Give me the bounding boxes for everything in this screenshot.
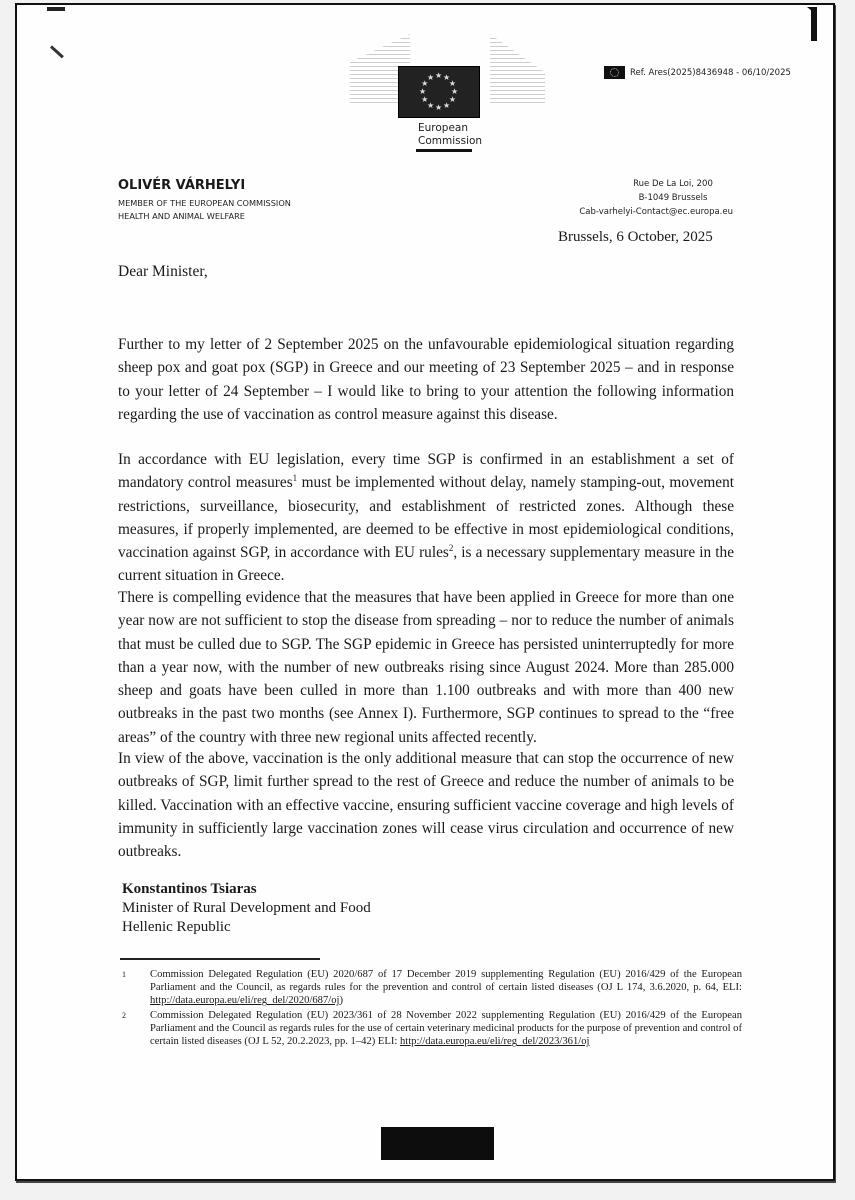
flag-star-icon: ★ [435,71,443,80]
european-commission-logo [350,30,550,150]
flag-star-icon: ★ [427,100,435,110]
scan-artifact [47,7,65,11]
eu-flag-icon [604,66,625,79]
flag-star-icon: ★ [448,79,457,88]
scan-artifact [50,45,64,58]
footnote-number: 1 [122,970,126,979]
body-paragraph-1: Further to my letter of 2 September 2025 on the unfavourable epidemiological situation regarding sheep pox and goat pox (SGP) in Greece and our meeting of 23 September 2025 – and in response to your letter of 24 September – I would like to bring to your attention the following information regarding the use of vaccination as control measure against this disease. [118,336,734,423]
body-paragraph-2 [118,448,734,588]
redacted-signature [381,1127,494,1160]
sender-name: OLIVÉR VÁRHELYI [118,178,246,193]
footnote-text-end: ) [339,995,343,1007]
body-paragraph-4: In view of the above, vaccination is the only additional measure that can stop the occurrence of new outbreaks of SGP, limit further spread to the rest of Greece and reduce the number of animals to be killed. Vaccination with an effective vaccine, ensuring sufficient vaccine coverage and high levels of immunity in sufficiently large vaccination zones will cease virus circulation and occurrence of new outbreaks. [118,750,734,861]
salutation: Dear Minister, [118,263,208,280]
address-city: B-1049 Brussels [638,193,708,203]
logo-line2: Commission [418,135,483,147]
recipient-block [122,880,371,937]
recipient-name: Konstantinos Tsiaras [122,881,257,897]
sender-title: MEMBER OF THE EUROPEAN COMMISSION [118,198,291,208]
logo-underline [416,149,472,152]
flag-star-icon: ★ [421,79,429,88]
address-street: Rue De La Loi, 200 [633,179,713,189]
reference-text: Ref. Ares(2025)8436948 - 06/10/2025 [630,67,791,78]
viewer-background [0,1185,855,1200]
flag-star-icon: ★ [448,95,457,104]
logo-line1: European [418,122,469,134]
footnote-1 [122,968,742,1008]
footnote-link[interactable]: http://data.europa.eu/eli/reg_del/2020/687/oj [150,995,340,1007]
scan-artifact [811,7,817,41]
paragraph-text: must be implemented without delay, namely stamping-out, movement restrictions, surveillance, biosecurity, and establishment of restricted zones. Although these measures, if properly implemented, are deemed to be effective in most epidemiological conditions, vaccination against SGP, in accordance with EU rules [118,474,734,562]
footnote-text: Commission Delegated Regulation (EU) 2020/687 of 17 December 2019 supplementing Regulation (EU) 2016/429 of the European Parliament and the Council, as regards rules for the prevention and control of certain listed diseases (OJ L 174, 3.6.2020, p. 64, ELI: [150,969,742,994]
footnote-text: Commission Delegated Regulation (EU) 2023/361 of 28 November 2022 supplementing Regulation (EU) 2016/429 of the European Parliament and the Council as regards rules for the use of certain veterinary medicinal products for the purpose of prevention and control of certain listed diseases (OJ L 52, 20.2.2023, pp. 1–42) ELI: [150,1010,742,1048]
flag-star-icon: ★ [443,100,451,110]
berlaymont-building-icon [490,34,545,104]
logo-text [418,122,482,148]
flag-star-icon: ★ [427,73,435,83]
recipient-country: Hellenic Republic [122,919,231,935]
flag-star-icon: ★ [419,87,427,96]
paragraph-text: , is a necessary supplementary measure in the current situation in Greece. [118,544,734,585]
document-reference [604,66,791,79]
address-email[interactable]: Cab-varhelyi-Contact@ec.europa.eu [579,207,733,217]
footnote-divider [120,958,320,960]
recipient-title: Minister of Rural Development and Food [122,900,371,916]
eu-flag-icon [398,66,480,118]
flag-star-icon: ★ [451,87,459,96]
sender-portfolio: HEALTH AND ANIMAL WELFARE [118,211,245,221]
footnote-2 [122,1009,742,1049]
letter-date: Brussels, 6 October, 2025 [558,229,713,245]
footnote-ref-1[interactable]: 1 [292,473,298,484]
paragraph-text: In accordance with EU legislation, every time SGP is confirmed in an establishment a set of mandatory control measures [118,451,734,492]
body-paragraph-3: There is compelling evidence that the measures that have been applied in Greece for more than one year now are not sufficient to stop the disease from spreading – nor to reduce the number of animals that must be culled due to SGP. The SGP epidemic in Greece has persisted uninterruptedly for more than a year now, with the number of new outbreaks rising since August 2024. More than 285.000 sheep and goats have been culled in more than 1.100 outbreaks and with more than 400 new outbreaks in the past two months (see Annex I). Furthermore, SGP continues to spread to the “free areas” of the country with three new regional units affected recently. [118,589,734,746]
flag-star-icon: ★ [435,103,443,112]
flag-star-icon: ★ [421,95,429,104]
footnote-link[interactable]: http://data.europa.eu/eli/reg_del/2023/361/oj [399,1036,590,1048]
flag-star-icon: ★ [443,73,451,83]
footnote-number: 2 [122,1011,126,1020]
footnote-ref-2[interactable]: 2 [448,543,454,554]
